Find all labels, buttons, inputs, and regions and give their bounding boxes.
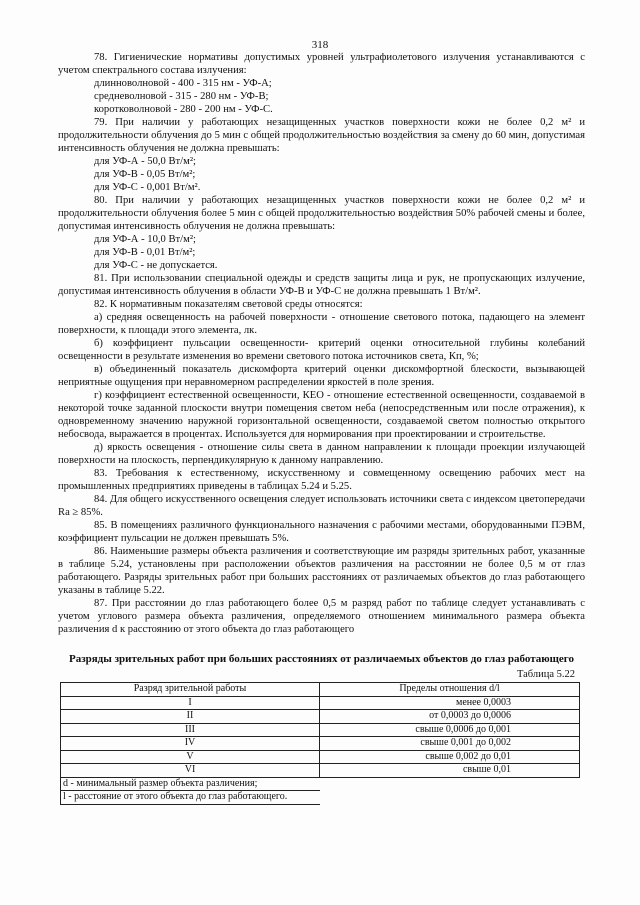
list-item: для УФ-В - 0,01 Вт/м²; — [94, 247, 196, 258]
column-header: Пределы отношения d/l — [320, 683, 580, 697]
paragraph-85: 85. В помещениях различного функционального назначения с рабочими местами, оборудованными ПЭВМ, коэффициент пульсации не должен превышать 5%. — [58, 520, 585, 544]
table-note-row — [61, 791, 580, 805]
table-cell: свыше 0,01 — [320, 764, 580, 778]
table-cell: VI — [61, 764, 320, 778]
paragraph-82g: г) коэффициент естественной освещенности, КЕО - отношение естественной освещенности, создаваемой в некоторой точке заданной плоскости внутри помещения светом неба (непосредственным или после отражения), к одновременному значению наружной горизонтальной освещенности, создаваемой светом полностью открытого небосвода, выражается в процентах. Используется для нормирования при проектировании и строительстве. — [58, 390, 585, 440]
paragraph-84: 84. Для общего искусственного освещения следует использовать источники света с индексом цветопередачи Ra ≥ 85%. — [58, 494, 585, 518]
table-row — [61, 710, 580, 724]
paragraph-83: 83. Требования к естественному, искусственному и совмещенному освещению рабочих мест на промышленных предприятиях приведены в таблицах 5.24 и 5.25. — [58, 468, 585, 492]
table-cell: свыше 0,002 до 0,01 — [320, 750, 580, 764]
paragraph-82v: в) объединенный показатель дискомфорта критерий оценки дискомфортной блескости, вызывающей неприятные ощущения при неравномерном распределении яркостей в поле зрения. — [58, 364, 585, 388]
table-cell: свыше 0,0006 до 0,001 — [320, 723, 580, 737]
table-row — [61, 696, 580, 710]
table-title: Разряды зрительных работ при больших расстояниях от различаемых объектов до глаз работающего — [68, 653, 575, 665]
paragraph-86: 86. Наименьшие размеры объекта различения и соответствующие им разряды зрительных работ, указанные в таблице 5.24, установлены при расположении объектов различения на расстоянии не более 0,5 м от глаз работающего. Разряды зрительных работ при больших расстояниях от различаемых объектов до глаз работающего указаны в таблице 5.22. — [58, 546, 585, 596]
list-item: для УФ-С - не допускается. — [94, 260, 218, 271]
paragraph-82a: а) средняя освещенность на рабочей поверхности - отношение светового потока, падающего на элемент поверхности, к площади этого элемента, лк. — [58, 312, 585, 336]
page-number: 318 — [311, 39, 329, 51]
table-row — [61, 750, 580, 764]
table-row — [61, 723, 580, 737]
document-body — [58, 51, 585, 805]
table-row — [61, 764, 580, 778]
table-cell: свыше 0,001 до 0,002 — [320, 737, 580, 751]
table-note: d - минимальный размер объекта различения; — [61, 777, 320, 791]
table-header-row — [61, 683, 580, 697]
visual-work-table — [60, 682, 580, 805]
table-row — [61, 737, 580, 751]
paragraph-81: 81. При использовании специальной одежды и средств защиты лица и рук, не пропускающих излучение, допустимая интенсивность облучения в области УФ-В и УФ-С не должна превышать 1 Вт/м². — [58, 273, 585, 297]
paragraph-82b: б) коэффициент пульсации освещенности- критерий оценки относительной глубины колебаний освещенности в результате изменения во времени светового потока источников света, Кп, %; — [58, 338, 585, 362]
table-cell: III — [61, 723, 320, 737]
table-cell: V — [61, 750, 320, 764]
table-cell: I — [61, 696, 320, 710]
paragraph-82d: д) яркость освещения - отношение силы света в данном направлении к площади проекции излучающей поверхности на плоскость, перпендикулярную к данному направлению. — [58, 442, 585, 466]
paragraph-79: 79. При наличии у работающих незащищенных участков поверхности кожи не более 0,2 м² и продолжительности облучения до 5 мин с общей продолжительностью воздействия за смену до 60 мин, допустимая интенсивность облучения не должна превышать: — [58, 117, 585, 154]
list-item: средневолновой - 315 - 280 нм - УФ-В; — [94, 91, 269, 102]
column-header: Разряд зрительной работы — [61, 683, 320, 697]
list-item: длинноволновой - 400 - 315 нм - УФ-А; — [94, 78, 272, 89]
table-note: l - расстояние от этого объекта до глаз работающего. — [61, 791, 320, 805]
table-cell: менее 0,0003 — [320, 696, 580, 710]
list-item: для УФ-А - 50,0 Вт/м²; — [94, 156, 196, 167]
paragraph-87: 87. При расстоянии до глаз работающего более 0,5 м разряд работ по таблице следует устанавливать с учетом углового размера объекта различения, определяемого отношением минимального размера объекта различения d к расстоянию от этого объекта до глаз работающего — [58, 598, 585, 635]
list-item: для УФ-В - 0,05 Вт/м²; — [94, 169, 196, 180]
table-cell: от 0,0003 до 0,0006 — [320, 710, 580, 724]
paragraph-78: 78. Гигиенические нормативы допустимых уровней ультрафиолетового излучения устанавливаются с учетом спектрального состава излучения: — [58, 52, 585, 76]
list-item: для УФ-С - 0,001 Вт/м². — [94, 182, 201, 193]
table-caption: Таблица 5.22 — [516, 669, 575, 680]
table-note-row — [61, 777, 580, 791]
table-cell: IV — [61, 737, 320, 751]
paragraph-80: 80. При наличии у работающих незащищенных участков поверхности кожи не более 0,2 м² и продолжительности облучения более 5 мин с общей продолжительностью воздействия 50% рабочей смены и более, допустимая интенсивность облучения не должна превышать: — [58, 195, 585, 232]
table-cell: II — [61, 710, 320, 724]
list-item: для УФ-А - 10,0 Вт/м²; — [94, 234, 196, 245]
paragraph-82: 82. К нормативным показателям световой среды относятся: — [94, 299, 363, 310]
list-item: коротковолновой - 280 - 200 нм - УФ-С. — [94, 104, 273, 115]
